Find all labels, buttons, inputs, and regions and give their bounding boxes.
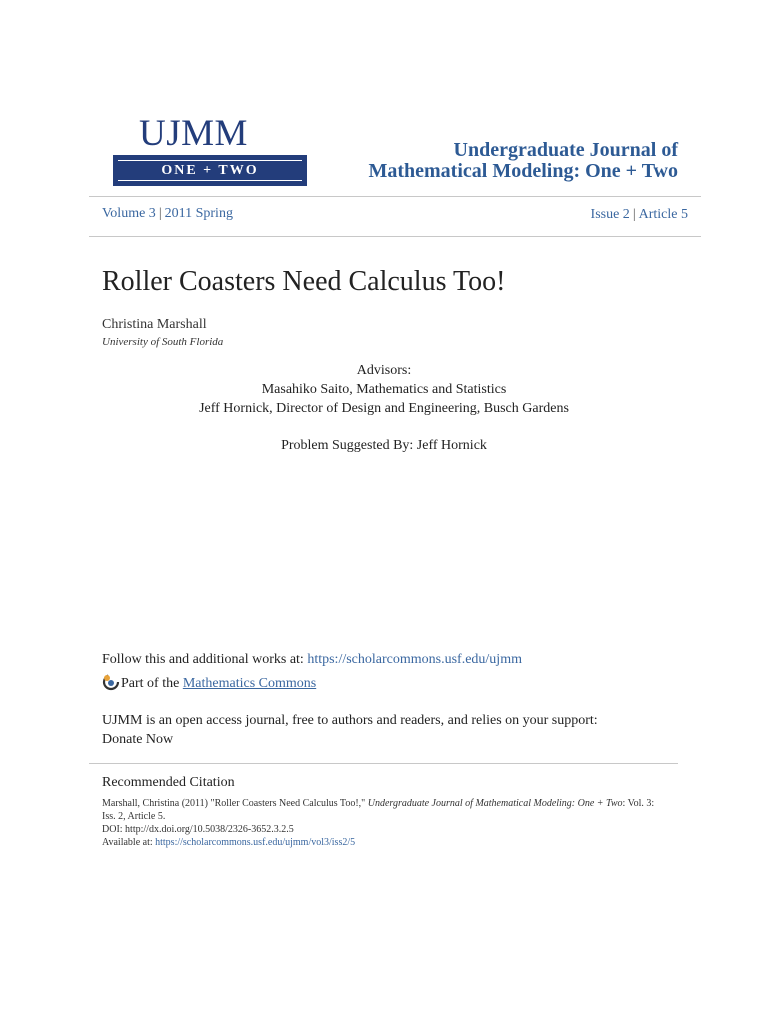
available-link[interactable]: https://scholarcommons.usf.edu/ujmm/vol3/iss2/5	[155, 837, 356, 848]
citation-line-2: Iss. 2, Article 5.	[102, 811, 166, 822]
citation-doi: DOI: http://dx.doi.org/10.5038/2326-3652.3.2.5	[102, 824, 294, 835]
follow-label: Follow this and additional works at:	[102, 652, 308, 667]
author-affiliation: University of South Florida	[102, 336, 224, 348]
donate-now-link[interactable]: Donate Now	[102, 732, 174, 747]
network-commons-icon	[102, 673, 120, 691]
problem-suggested: Problem Suggested By: Jeff Hornick	[281, 438, 487, 453]
article-title: Roller Coasters Need Calculus Too!	[102, 266, 506, 297]
issue-line	[591, 207, 688, 223]
citation-heading: Recommended Citation	[102, 775, 235, 790]
issue-link[interactable]: Issue 2	[590, 207, 630, 222]
follow-link[interactable]: https://scholarcommons.usf.edu/ujmm	[307, 652, 522, 667]
advisors-heading: Advisors:	[356, 363, 412, 378]
support-text: UJMM is an open access journal, free to authors and readers, and relies on your support:	[102, 713, 598, 728]
part-of-label: Part of the	[121, 676, 183, 691]
follow-line	[102, 652, 522, 668]
article-link[interactable]: Article 5	[638, 207, 688, 222]
citation-available	[102, 836, 355, 849]
logo-wordmark: UJMM	[139, 113, 248, 154]
advisor-1: Masahiko Saito, Mathematics and Statistics	[261, 382, 507, 397]
journal-title-line2[interactable]: Mathematical Modeling: One + Two	[368, 160, 678, 182]
season-link[interactable]: 2011 Spring	[164, 206, 233, 221]
advisor-2: Jeff Hornick, Director of Design and Engineering, Busch Gardens	[199, 401, 569, 416]
volume-link[interactable]: Volume 3	[102, 206, 156, 221]
citation-divider	[89, 763, 678, 764]
citation-volume: : Vol. 3:	[622, 798, 655, 809]
separator: |	[632, 207, 636, 222]
citation-journal: Undergraduate Journal of Mathematical Modeling: One + Two	[367, 798, 623, 809]
journal-title-line1[interactable]: Undergraduate Journal of	[453, 139, 678, 161]
header-divider-top	[89, 196, 701, 197]
available-label: Available at:	[102, 837, 156, 848]
journal-title[interactable]	[318, 140, 678, 182]
citation-line-1	[102, 797, 682, 810]
volume-line	[102, 206, 233, 222]
mathematics-commons-link[interactable]: Mathematics Commons	[182, 676, 317, 691]
citation-text: Marshall, Christina (2011) "Roller Coasters Need Calculus Too!,"	[102, 798, 368, 809]
header-divider-bottom	[89, 236, 701, 237]
logo-band-text: ONE + TWO	[118, 160, 302, 181]
part-of-line	[121, 676, 316, 692]
author-name: Christina Marshall	[102, 317, 207, 332]
logo-band	[113, 155, 307, 186]
journal-logo	[103, 112, 313, 184]
separator: |	[158, 206, 162, 221]
